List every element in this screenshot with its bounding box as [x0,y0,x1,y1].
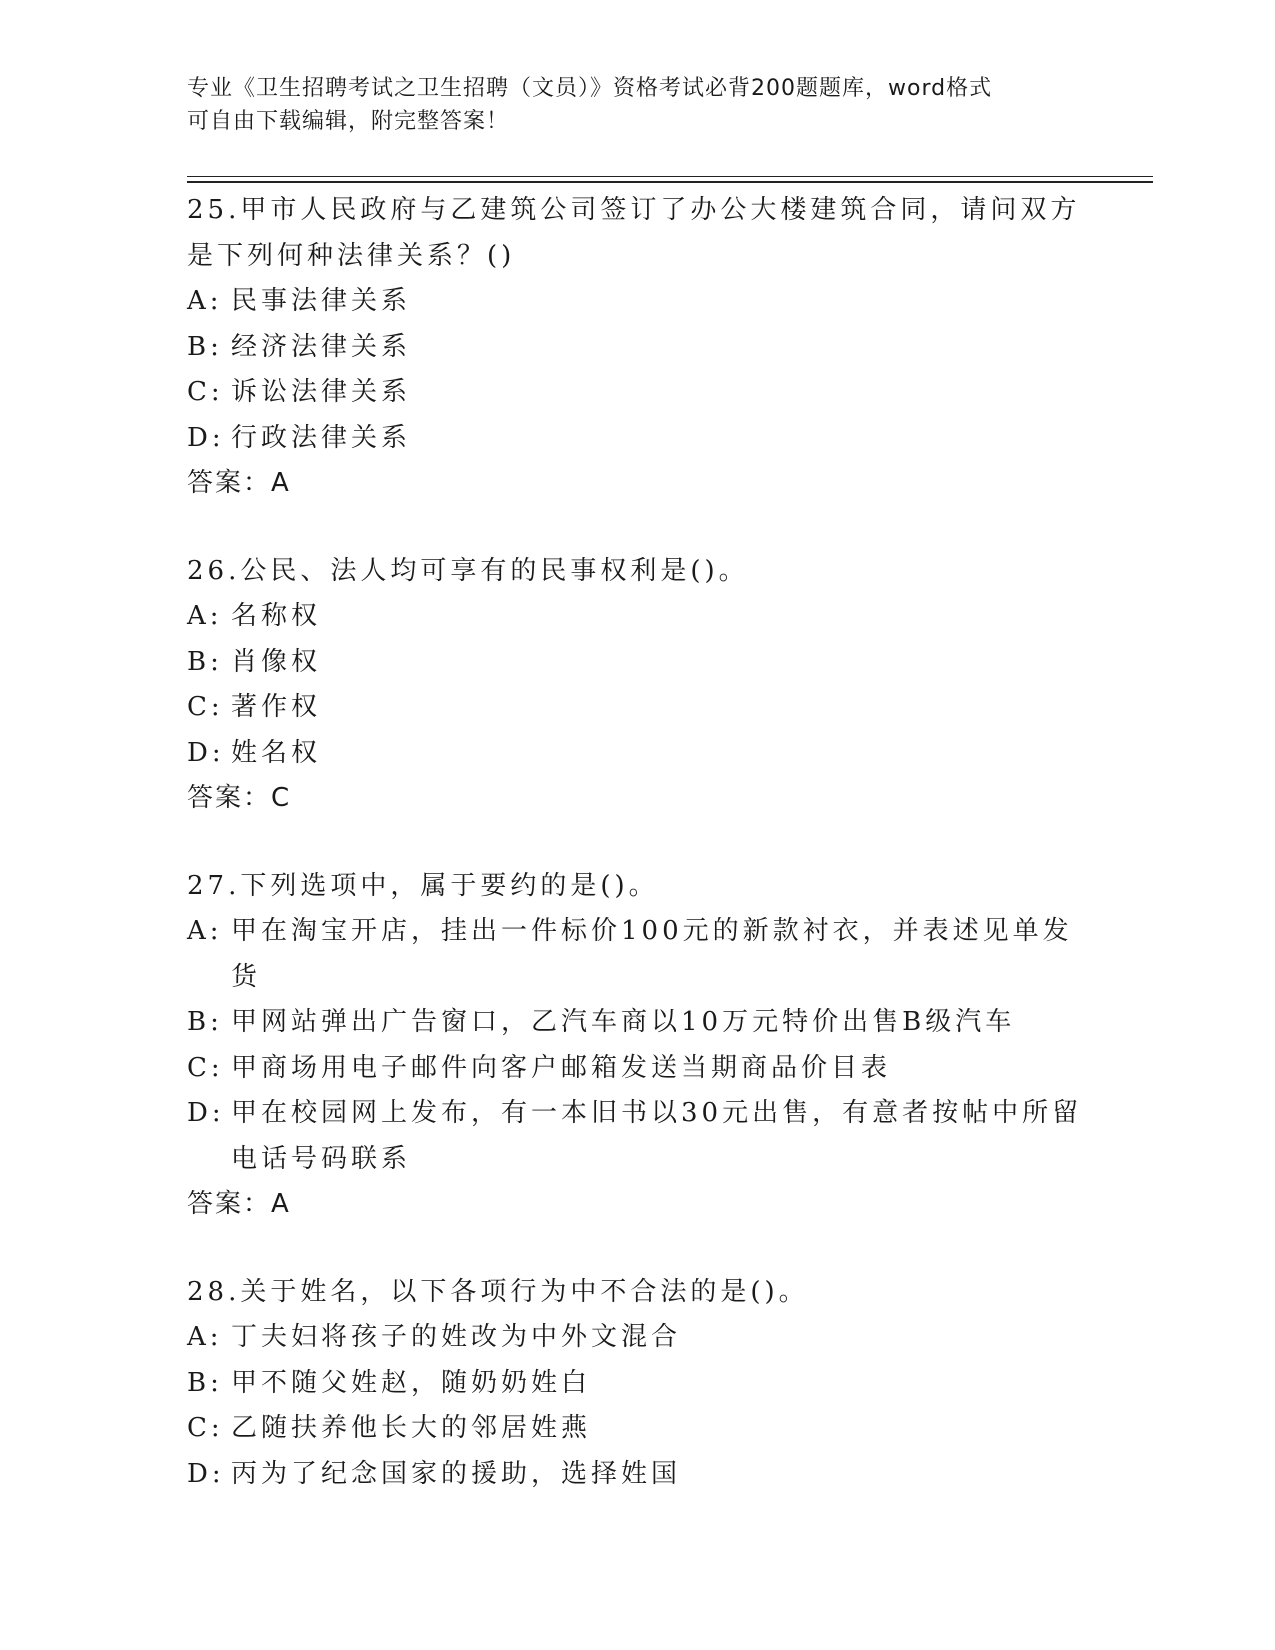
option-label: C: [187,377,224,407]
option-text: 诉讼法律关系 [231,377,412,407]
option-label: C: [187,1413,224,1443]
option-label: A: [187,286,223,316]
option-text: 姓名权 [231,737,322,768]
option-label: C: [187,1052,224,1083]
option-b [187,640,1087,686]
question-text: 26.公民、法人均可享有的民事权利是()。 [187,555,749,586]
document-header [187,72,1087,138]
option-label: B: [187,1367,223,1398]
question-list [187,188,1087,1539]
question-text: 27.下列选项中，属于要约的是()。 [187,870,659,901]
option-text: 甲不随父姓赵，随奶奶姓白 [231,1367,592,1398]
question-25 [187,188,1087,507]
option-label: D: [187,1458,225,1489]
option-d [187,1091,1087,1182]
option-label: D: [187,422,225,453]
option-label: A: [187,1322,223,1352]
option-text: 丁夫妇将孩子的姓改为中外文混合 [231,1322,682,1352]
option-d [187,416,1087,462]
option-text: 甲在校园网上发布，有一本旧书以30元出售，有意者按帖中所留电话号码联系 [231,1098,1083,1174]
option-d [187,731,1087,777]
option-a [187,594,1087,640]
option-label: D: [187,737,225,768]
option-text: 甲网站弹出广告窗口，乙汽车商以10万元特价出售B级汽车 [231,1007,1016,1037]
option-label: A: [187,916,223,946]
option-b [187,1000,1087,1046]
option-text: 著作权 [231,692,322,722]
header-line-1: 专业《卫生招聘考试之卫生招聘（文员）》资格考试必背200题题库，word格式 [187,76,993,101]
option-c [187,1046,1087,1092]
option-label: D: [187,1098,225,1128]
option-label: B: [187,1007,223,1037]
option-text: 肖像权 [231,646,322,677]
question-27 [187,864,1087,1228]
option-label: B: [187,646,223,677]
header-divider-thick [187,181,1153,183]
question-text: 25.甲市人民政府与乙建筑公司签订了办公大楼建筑合同，请问双方是下列何种法律关系？() [187,195,1081,271]
answer-line: 答案：A [187,468,291,498]
option-c [187,685,1087,731]
option-label: A: [187,601,223,631]
answer-line: 答案：C [187,783,292,813]
option-text: 民事法律关系 [231,286,412,316]
header-divider-thin [187,176,1153,177]
option-text: 乙随扶养他长大的邻居姓燕 [231,1413,592,1443]
answer-line: 答案：A [187,1189,291,1219]
option-text: 经济法律关系 [231,331,412,362]
header-line-2: 可自由下载编辑，附完整答案！ [187,109,510,134]
option-a [187,909,1087,1000]
question-text: 28.关于姓名，以下各项行为中不合法的是()。 [187,1276,809,1307]
option-text: 名称权 [231,601,322,631]
option-b [187,1361,1087,1407]
option-text: 行政法律关系 [231,422,412,453]
option-label: B: [187,331,223,362]
option-c [187,370,1087,416]
option-d [187,1452,1087,1498]
option-text: 甲在淘宝开店，挂出一件标价100元的新款衬衣，并表述见单发货 [231,916,1073,992]
option-b [187,325,1087,371]
option-label: C: [187,692,224,722]
option-text: 甲商场用电子邮件向客户邮箱发送当期商品价目表 [231,1052,892,1083]
question-28 [187,1270,1087,1498]
option-a [187,1315,1087,1361]
option-c [187,1406,1087,1452]
question-26 [187,549,1087,822]
option-text: 丙为了纪念国家的援助，选择姓国 [231,1458,682,1489]
option-a [187,279,1087,325]
